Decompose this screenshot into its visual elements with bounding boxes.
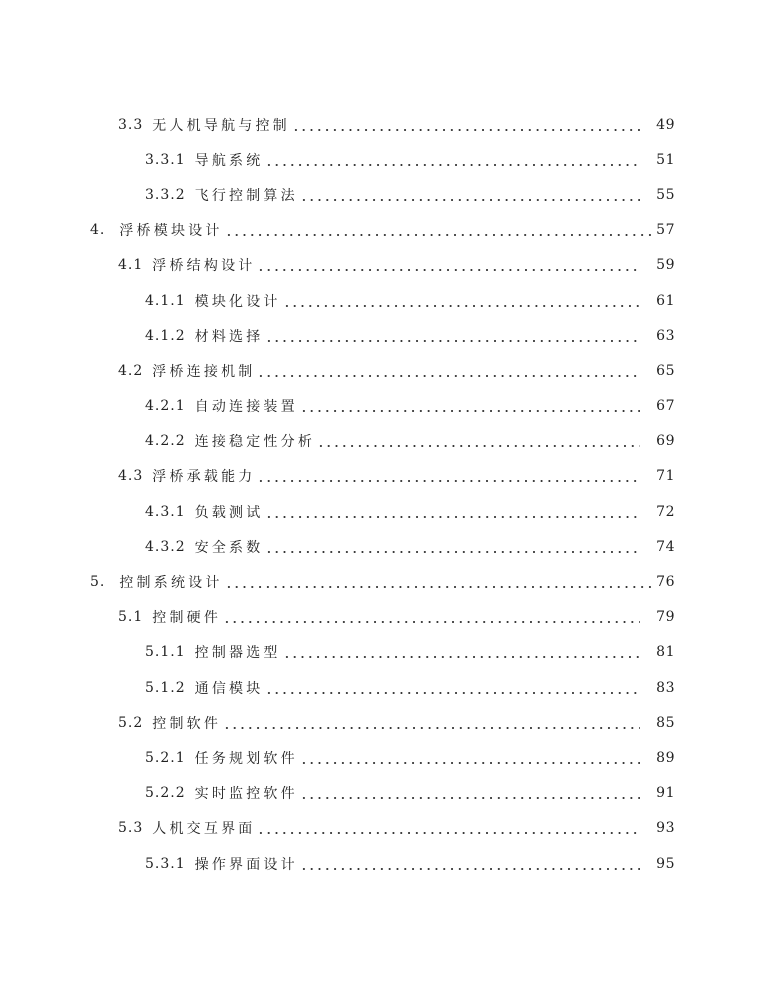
toc-entry-title: 实时监控软件 [194, 786, 298, 803]
toc-entry-page-number: 91 [656, 785, 675, 802]
toc-dot-leader [265, 550, 640, 554]
toc-entry-page-number: 67 [656, 398, 675, 415]
toc-entry-number: 5.1 [118, 609, 144, 626]
toc-dot-leader [283, 304, 641, 308]
toc-entry-title: 导航系统 [194, 152, 264, 169]
toc-entry-title: 控制器选型 [194, 645, 281, 662]
toc-entry-page-number: 63 [656, 327, 675, 344]
toc-entry-title: 自动连接装置 [194, 399, 298, 416]
toc-entry-number: 4.2 [118, 362, 144, 379]
toc-entry-title: 负载测试 [194, 504, 264, 521]
toc-entry[interactable] [0, 776, 765, 811]
toc-entry-number: 4.1.1 [145, 292, 186, 309]
toc-dot-leader [257, 831, 640, 835]
toc-dot-leader [223, 726, 640, 730]
toc-entry[interactable] [0, 740, 765, 775]
toc-entry-page-number: 83 [656, 679, 675, 696]
toc-entry[interactable] [0, 670, 765, 705]
toc-entry-number: 5.3.1 [145, 855, 186, 872]
toc-entry-title: 操作界面设计 [194, 856, 298, 873]
toc-entry[interactable] [0, 177, 765, 212]
toc-entry-title: 材料选择 [194, 328, 264, 345]
toc-dot-leader [265, 691, 640, 695]
toc-entry-title: 人机交互界面 [152, 821, 256, 838]
toc-dot-leader [300, 198, 640, 202]
toc-entry-page-number: 85 [656, 714, 675, 731]
toc-entry-number: 4.3 [118, 468, 144, 485]
toc-entry[interactable] [0, 424, 765, 459]
toc-entry[interactable] [0, 248, 765, 283]
toc-entry-title: 安全系数 [194, 539, 264, 556]
toc-entry-page-number: 95 [656, 855, 675, 872]
toc-entry-number: 5.1.2 [145, 679, 186, 696]
toc-entry-title: 飞行控制算法 [194, 187, 298, 204]
toc-entry-page-number: 93 [656, 820, 675, 837]
toc-dot-leader [225, 585, 654, 589]
toc-entry-page-number: 61 [656, 292, 675, 309]
toc-entry[interactable] [0, 107, 765, 142]
toc-entry[interactable] [0, 811, 765, 846]
toc-entry-title: 控制软件 [152, 715, 222, 732]
toc-entry[interactable] [0, 353, 765, 388]
toc-entry[interactable] [0, 600, 765, 635]
table-of-contents [0, 107, 765, 881]
toc-dot-leader [223, 620, 640, 624]
toc-entry[interactable] [0, 459, 765, 494]
toc-entry-title: 浮桥连接机制 [152, 363, 256, 380]
toc-dot-leader [257, 268, 640, 272]
toc-entry[interactable] [0, 529, 765, 564]
toc-entry-page-number: 55 [656, 186, 675, 203]
toc-dot-leader [265, 339, 640, 343]
toc-dot-leader [300, 409, 640, 413]
toc-entry-number: 4.3.2 [145, 538, 186, 555]
toc-entry-number: 4.1 [118, 257, 144, 274]
toc-entry-title: 通信模块 [194, 680, 264, 697]
toc-entry-number: 5.3 [118, 820, 144, 837]
toc-entry[interactable] [0, 318, 765, 353]
toc-entry-number: 4.3.1 [145, 503, 186, 520]
toc-entry-page-number: 76 [656, 574, 675, 591]
toc-entry-title: 控制系统设计 [119, 575, 223, 592]
toc-entry-number: 5. [90, 574, 106, 591]
toc-entry-title: 浮桥模块设计 [119, 223, 223, 240]
toc-entry-title: 任务规划软件 [194, 750, 298, 767]
toc-dot-leader [300, 796, 640, 800]
toc-entry-title: 控制硬件 [152, 610, 222, 627]
toc-entry-number: 3.3.1 [145, 151, 186, 168]
toc-dot-leader [300, 867, 640, 871]
toc-entry-number: 4. [90, 222, 106, 239]
toc-entry-page-number: 69 [656, 433, 675, 450]
toc-entry[interactable] [0, 494, 765, 529]
toc-dot-leader [292, 128, 640, 132]
toc-entry[interactable] [0, 564, 765, 599]
toc-dot-leader [283, 655, 641, 659]
toc-dot-leader [257, 479, 640, 483]
toc-entry[interactable] [0, 635, 765, 670]
toc-entry-page-number: 72 [656, 503, 675, 520]
toc-entry[interactable] [0, 705, 765, 740]
toc-dot-leader [225, 233, 654, 237]
toc-entry-title: 无人机导航与控制 [152, 117, 290, 134]
toc-entry[interactable] [0, 283, 765, 318]
toc-dot-leader [317, 444, 640, 448]
toc-entry-number: 5.2.2 [145, 785, 186, 802]
toc-entry-page-number: 81 [656, 644, 675, 661]
toc-entry[interactable] [0, 213, 765, 248]
toc-entry-page-number: 74 [656, 538, 675, 555]
toc-entry[interactable] [0, 142, 765, 177]
toc-entry[interactable] [0, 846, 765, 881]
toc-entry-number: 3.3 [118, 116, 144, 133]
toc-entry-page-number: 49 [656, 116, 675, 133]
toc-dot-leader [265, 515, 640, 519]
toc-entry-page-number: 57 [656, 222, 675, 239]
toc-dot-leader [300, 761, 640, 765]
toc-entry-page-number: 71 [656, 468, 675, 485]
toc-entry-number: 5.2 [118, 714, 144, 731]
toc-entry-title: 模块化设计 [194, 293, 281, 310]
toc-entry-title: 连接稳定性分析 [194, 434, 316, 451]
toc-entry-page-number: 65 [656, 362, 675, 379]
toc-entry[interactable] [0, 389, 765, 424]
toc-entry-title: 浮桥承载能力 [152, 469, 256, 486]
toc-entry-number: 3.3.2 [145, 186, 186, 203]
toc-entry-number: 4.1.2 [145, 327, 186, 344]
toc-entry-number: 4.2.1 [145, 398, 186, 415]
toc-entry-number: 4.2.2 [145, 433, 186, 450]
toc-entry-number: 5.1.1 [145, 644, 186, 661]
toc-entry-page-number: 89 [656, 749, 675, 766]
toc-entry-number: 5.2.1 [145, 749, 186, 766]
toc-dot-leader [257, 374, 640, 378]
toc-dot-leader [265, 163, 640, 167]
toc-entry-page-number: 59 [656, 257, 675, 274]
toc-entry-page-number: 79 [656, 609, 675, 626]
toc-entry-page-number: 51 [656, 151, 675, 168]
toc-entry-title: 浮桥结构设计 [152, 258, 256, 275]
